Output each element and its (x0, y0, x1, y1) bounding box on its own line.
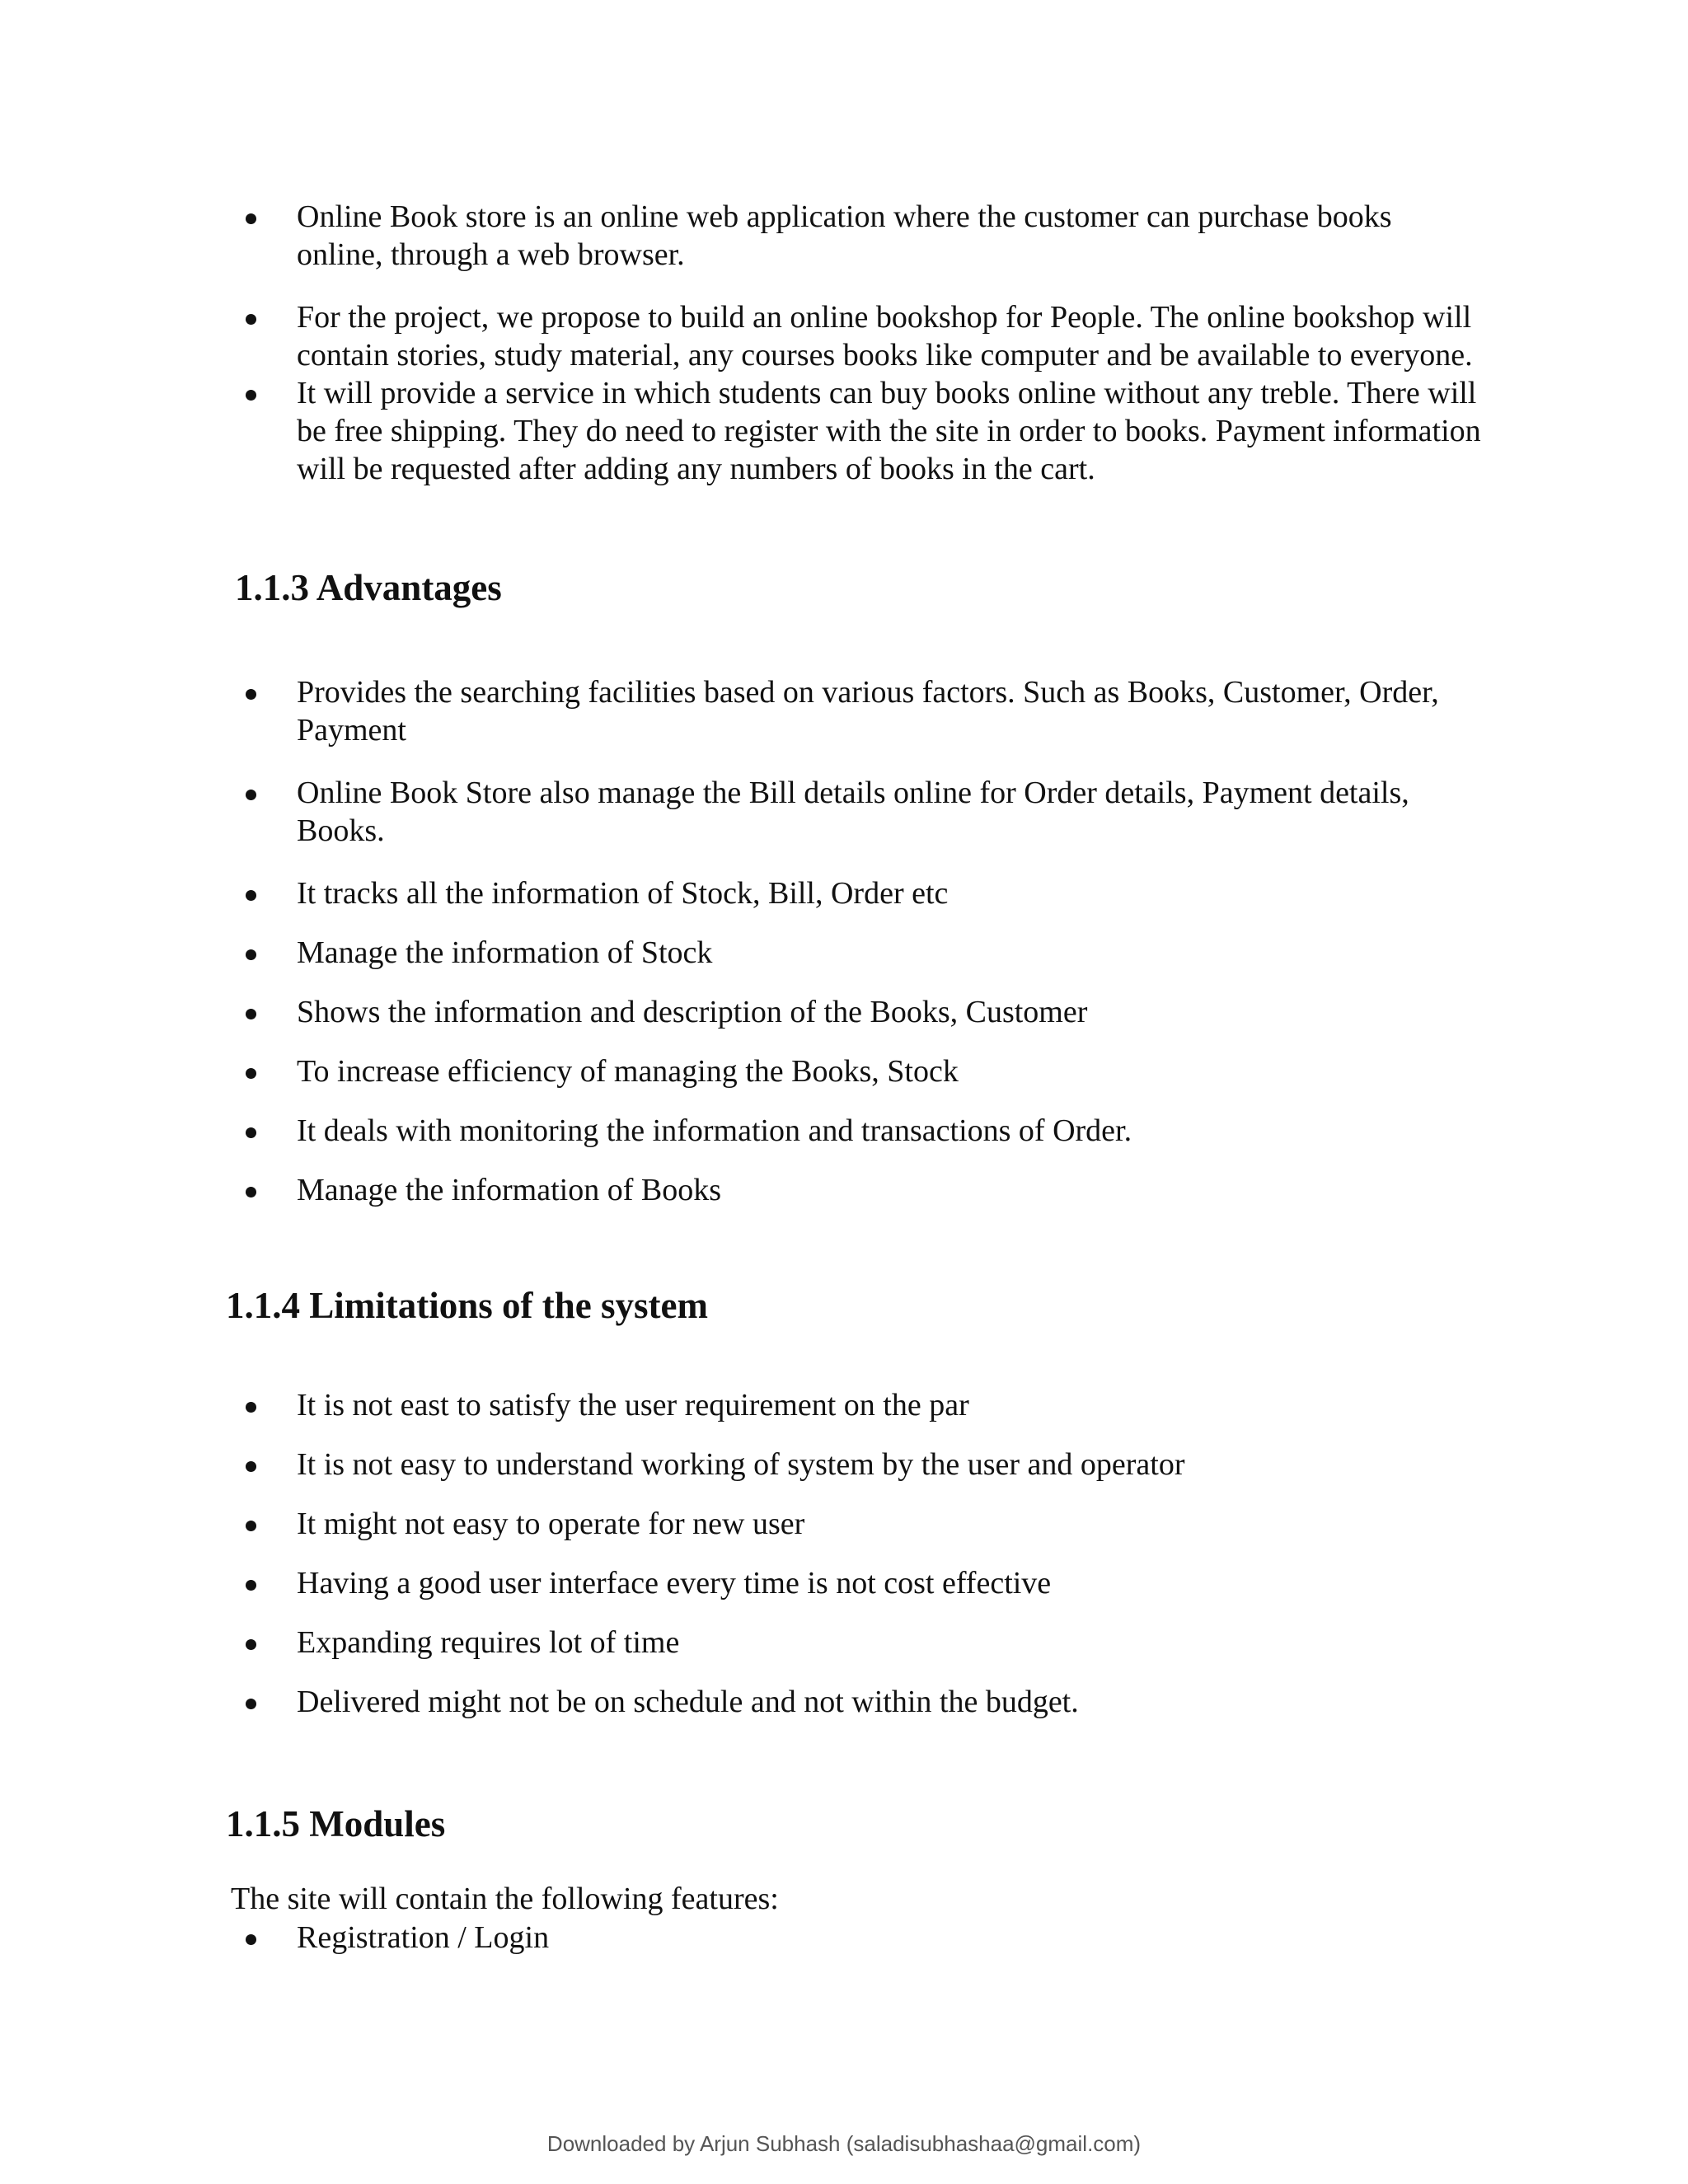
bullet-icon (246, 1521, 256, 1531)
list-item-text: Online Book store is an online web application where the customer can purchase books online, through a web browser. (297, 199, 1392, 272)
bullet-icon (246, 314, 256, 325)
advantages-list (0, 673, 1688, 1230)
bullet-icon (246, 790, 256, 800)
bullet-icon (246, 1009, 256, 1019)
section-heading-limitations: 1.1.4 Limitations of the system (226, 1285, 708, 1326)
bullet-icon (246, 1639, 256, 1650)
list-item (0, 673, 1688, 749)
list-item-text: Manage the information of Stock (297, 935, 713, 970)
list-item-text: Having a good user interface every time is not cost effective (297, 1566, 1052, 1601)
list-item (0, 1624, 1688, 1661)
section-heading-advantages: 1.1.3 Advantages (235, 567, 502, 608)
list-item-text: To increase efficiency of managing the Books, Stock (297, 1054, 959, 1089)
list-item (0, 1919, 1688, 1957)
list-item-text: Manage the information of Books (297, 1173, 722, 1207)
bullet-icon (246, 1461, 256, 1472)
list-item (0, 774, 1688, 850)
list-item (0, 1112, 1688, 1150)
list-item (0, 993, 1688, 1031)
list-item-text: Registration / Login (297, 1920, 550, 1955)
list-item (0, 374, 1688, 488)
bullet-icon (246, 1187, 256, 1197)
list-item-text: Provides the searching facilities based on various factors. Such as Books, Customer, Order, Payment (297, 675, 1439, 748)
bullet-icon (246, 1699, 256, 1709)
modules-list (0, 1919, 1688, 1957)
list-item (0, 1171, 1688, 1209)
intro-list (0, 198, 1688, 513)
bullet-icon (246, 949, 256, 960)
list-item (0, 1505, 1688, 1543)
list-item-text: It deals with monitoring the information and transactions of Order. (297, 1113, 1132, 1148)
list-item (0, 1564, 1688, 1602)
list-item (0, 874, 1688, 912)
list-item-text: It will provide a service in which students can buy books online without any treble. There will be free shipping. They do need to register with the site in order to books. Payment information will be requested after adding any numbers of books in the cart. (297, 376, 1481, 486)
list-item (0, 1683, 1688, 1721)
list-item-text: Shows the information and description of the Books, Customer (297, 995, 1088, 1029)
bullet-icon (246, 390, 256, 401)
list-item-text: Expanding requires lot of time (297, 1625, 680, 1660)
bullet-icon (246, 1580, 256, 1591)
bullet-icon (246, 1127, 256, 1138)
limitations-list (0, 1386, 1688, 1742)
download-footer: Downloaded by Arjun Subhash (saladisubhashaa@gmail.com) (546, 2131, 1142, 2156)
list-item (0, 198, 1688, 274)
list-item (0, 298, 1688, 374)
bullet-icon (246, 1402, 256, 1413)
list-item-text: It might not easy to operate for new user (297, 1507, 805, 1541)
list-item-text: Online Book Store also manage the Bill details online for Order details, Payment details, Books. (297, 776, 1409, 848)
list-item-text: Delivered might not be on schedule and not within the budget. (297, 1685, 1079, 1719)
bullet-icon (246, 689, 256, 700)
modules-intro-text: The site will contain the following features: (231, 1882, 779, 1916)
list-item (0, 1446, 1688, 1483)
list-item (0, 1052, 1688, 1090)
bullet-icon (246, 890, 256, 901)
bullet-icon (246, 213, 256, 224)
bullet-icon (246, 1068, 256, 1079)
list-item (0, 1386, 1688, 1424)
list-item-text: It is not easy to understand working of system by the user and operator (297, 1447, 1185, 1482)
list-item-text: For the project, we propose to build an online bookshop for People. The online bookshop will contain stories, study material, any courses books like computer and be available to everyone. (297, 300, 1473, 373)
list-item-text: It is not east to satisfy the user requirement on the par (297, 1388, 969, 1422)
list-item-text: It tracks all the information of Stock, Bill, Order etc (297, 876, 949, 911)
section-heading-modules: 1.1.5 Modules (226, 1803, 446, 1844)
list-item (0, 934, 1688, 972)
bullet-icon (246, 1934, 256, 1945)
